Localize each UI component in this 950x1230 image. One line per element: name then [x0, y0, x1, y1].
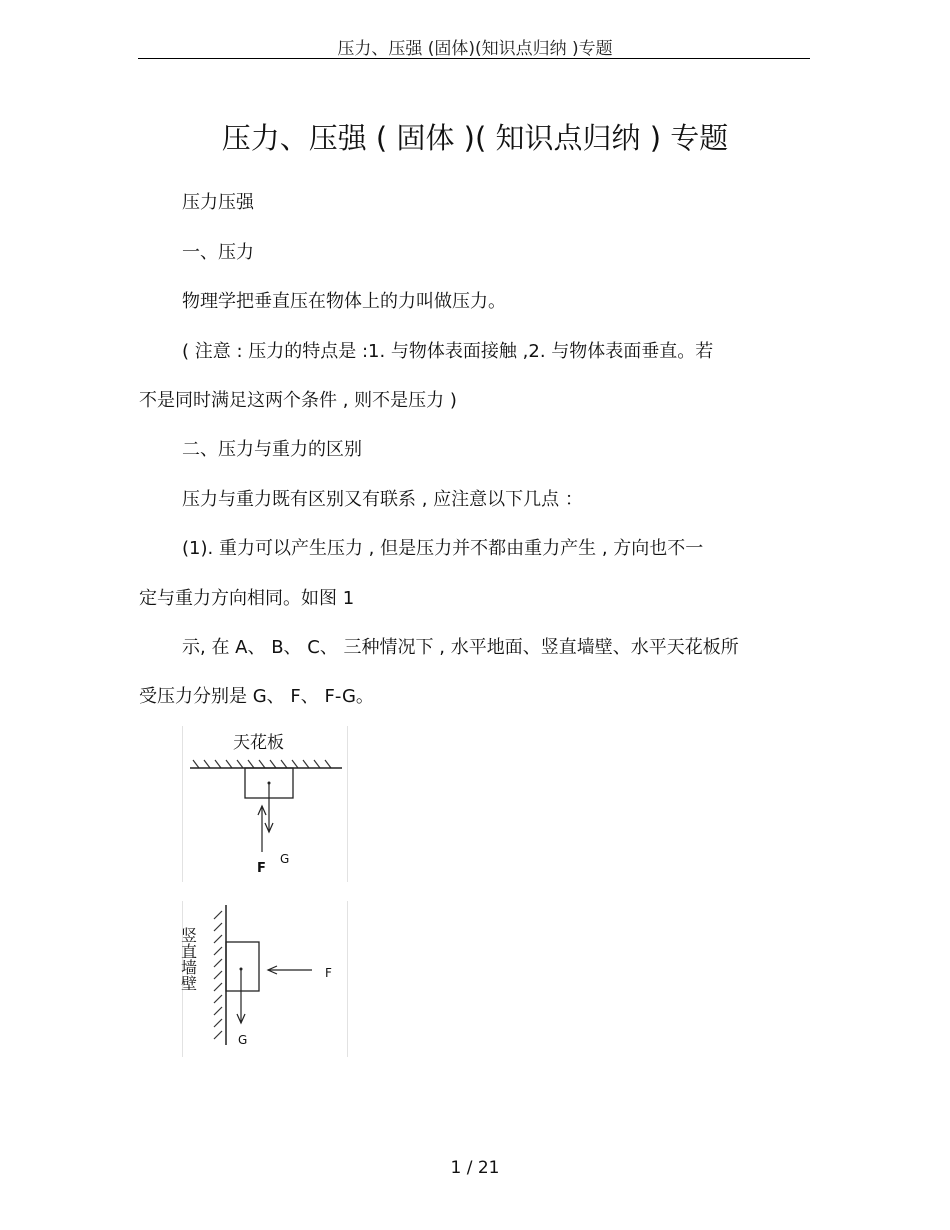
gravity-arrow-down [237, 969, 245, 1023]
ceiling-label: 天花板 [233, 733, 284, 753]
force-label: F [257, 861, 266, 876]
paragraph-heading: 压力压强 [182, 192, 254, 213]
gravity-label: G [238, 1033, 248, 1047]
ceiling-hatching [193, 760, 331, 768]
gravity-label: G [280, 852, 290, 866]
wall-label: 竖直墙壁 [178, 927, 198, 991]
wall-hatching [214, 911, 222, 1039]
wall-block [226, 942, 259, 991]
force-arrow-left [268, 966, 312, 974]
center-point [240, 968, 243, 971]
paragraph-point1-line2: 定与重力方向相同。如图 1 [139, 588, 355, 609]
paragraph-intro: 压力与重力既有区别又有联系 , 应注意以下几点 ： [182, 489, 583, 510]
figure-wall [178, 901, 348, 1057]
paragraph-point1-line1: (1). 重力可以产生压力 , 但是压力并不都由重力产生 , 方向也不一 [182, 538, 704, 559]
page-number: 1 / 21 [450, 1158, 500, 1178]
paragraph-point1-line4: 受压力分别是 G、 F、 F-G。 [139, 686, 374, 707]
paragraph-note-line2: 不是同时满足这两个条件 , 则不是压力 ) [139, 390, 457, 411]
force-label: F [325, 966, 332, 980]
section-heading-2: 二、压力与重力的区别 [182, 439, 362, 460]
paragraph-point1-line3: 示, 在 A、 B、 C、 三种情况下 , 水平地面、竖直墙壁、水平天花板所 [182, 637, 739, 658]
force-arrow-up [258, 806, 266, 852]
paragraph-note-line1: ( 注意 : 压力的特点是 :1. 与物体表面接触 ,2. 与物体表面垂直。若 [182, 341, 714, 362]
header-rule [138, 58, 810, 59]
document-title: 压力、压强 ( 固体 )( 知识点归纳 ) 专题 [221, 121, 729, 155]
paragraph-definition: 物理学把垂直压在物体上的力叫做压力。 [182, 291, 506, 312]
section-heading-1: 一、压力 [182, 242, 254, 263]
running-header: 压力、压强 (固体)(知识点归纳 )专题 [337, 39, 613, 59]
center-point [268, 782, 271, 785]
gravity-arrow-down [265, 783, 273, 832]
figure-ceiling [182, 726, 348, 882]
